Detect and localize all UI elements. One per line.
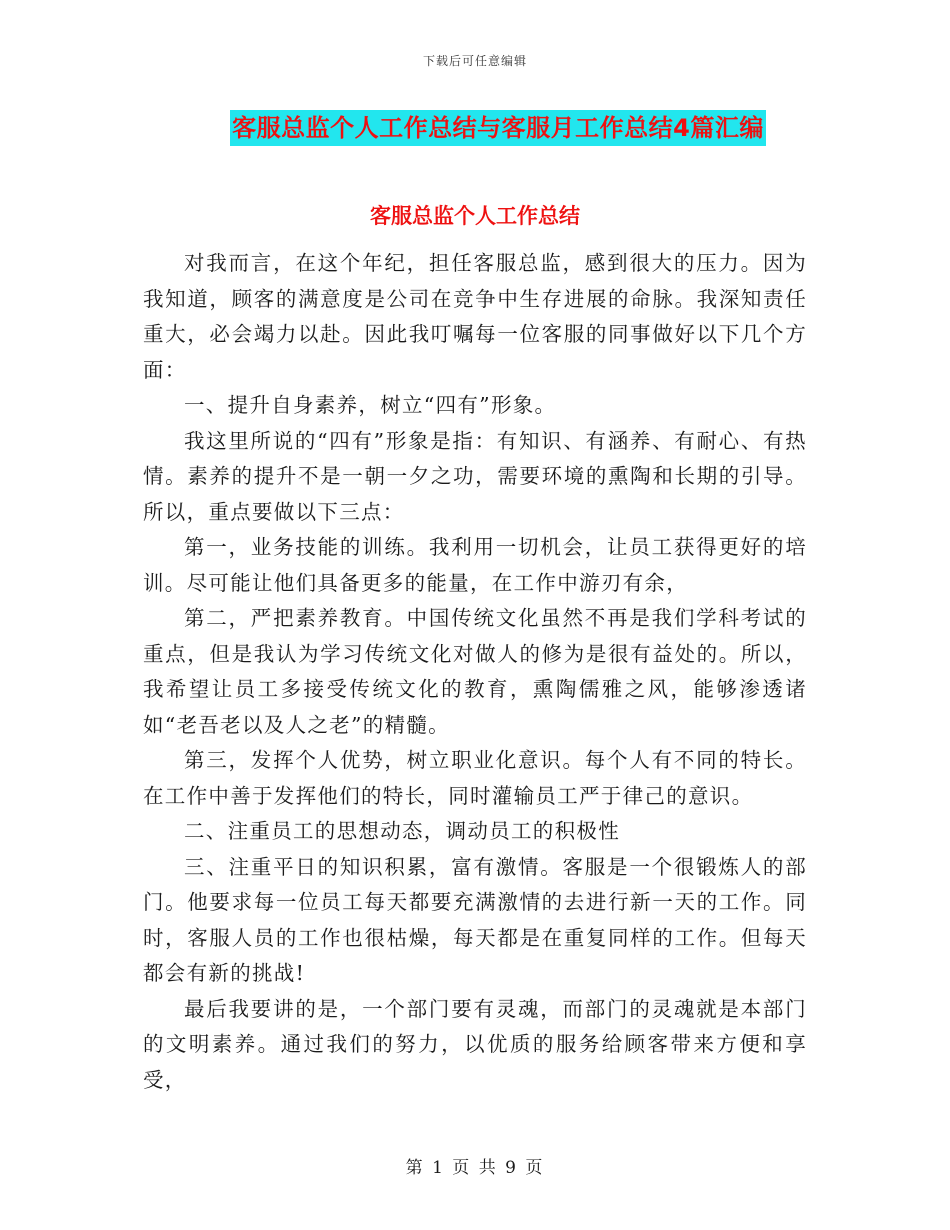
paragraph: 第三，发挥个人优势，树立职业化意识。每个人有不同的特长。在工作中善于发挥他们的特长，同时灌输员工严于律己的意识。 — [143, 748, 807, 808]
paragraph: 一、提升自身素养，树立“四有”形象。 — [184, 393, 557, 417]
paragraph: 对我而言，在这个年纪，担任客服总监，感到很大的压力。因为我知道，顾客的满意度是公司在竞争中生存进展的命脉。我深知责任重大，必会竭力以赴。因此我叮嘱每一位客服的同事做好以下几个方面： — [143, 251, 807, 382]
paragraph: 第一，业务技能的训练。我利用一切机会，让员工获得更好的培训。尽可能让他们具备更多的能量，在工作中游刃有余， — [143, 535, 807, 595]
paragraph: 三、注重平日的知识积累，富有激情。客服是一个很锻炼人的部门。他要求每一位员工每天都要充满激情的去进行新一天的工作。同时，客服人员的工作也很枯燥，每天都是在重复同样的工作。但每天都会有新的挑战! — [143, 854, 807, 985]
document-title-container — [0, 110, 950, 146]
page-number-footer: 第 1 页 共 9 页 — [405, 1158, 545, 1178]
document-title: 客服总监个人工作总结与客服月工作总结4篇汇编 — [230, 110, 766, 146]
header-note: 下载后可任意编辑 — [422, 54, 527, 68]
paragraph: 我这里所说的“四有”形象是指：有知识、有涵养、有耐心、有热情。素养的提升不是一朝一夕之功，需要环境的熏陶和长期的引导。所以，重点要做以下三点： — [143, 428, 807, 524]
document-body — [143, 246, 807, 1098]
paragraph: 第二，严把素养教育。中国传统文化虽然不再是我们学科考试的重点，但是我认为学习传统文化对做人的修为是很有益处的。所以，我希望让员工多接受传统文化的教育，熏陶儒雅之风，能够渗透诸如“老吾老以及人之老”的精髓。 — [143, 606, 807, 737]
section-title: 客服总监个人工作总结 — [370, 204, 580, 228]
paragraph: 二、注重员工的思想动态，调动员工的积极性 — [184, 819, 620, 843]
paragraph: 最后我要讲的是，一个部门要有灵魂，而部门的灵魂就是本部门的文明素养。通过我们的努力，以优质的服务给顾客带来方便和享受， — [143, 996, 807, 1092]
